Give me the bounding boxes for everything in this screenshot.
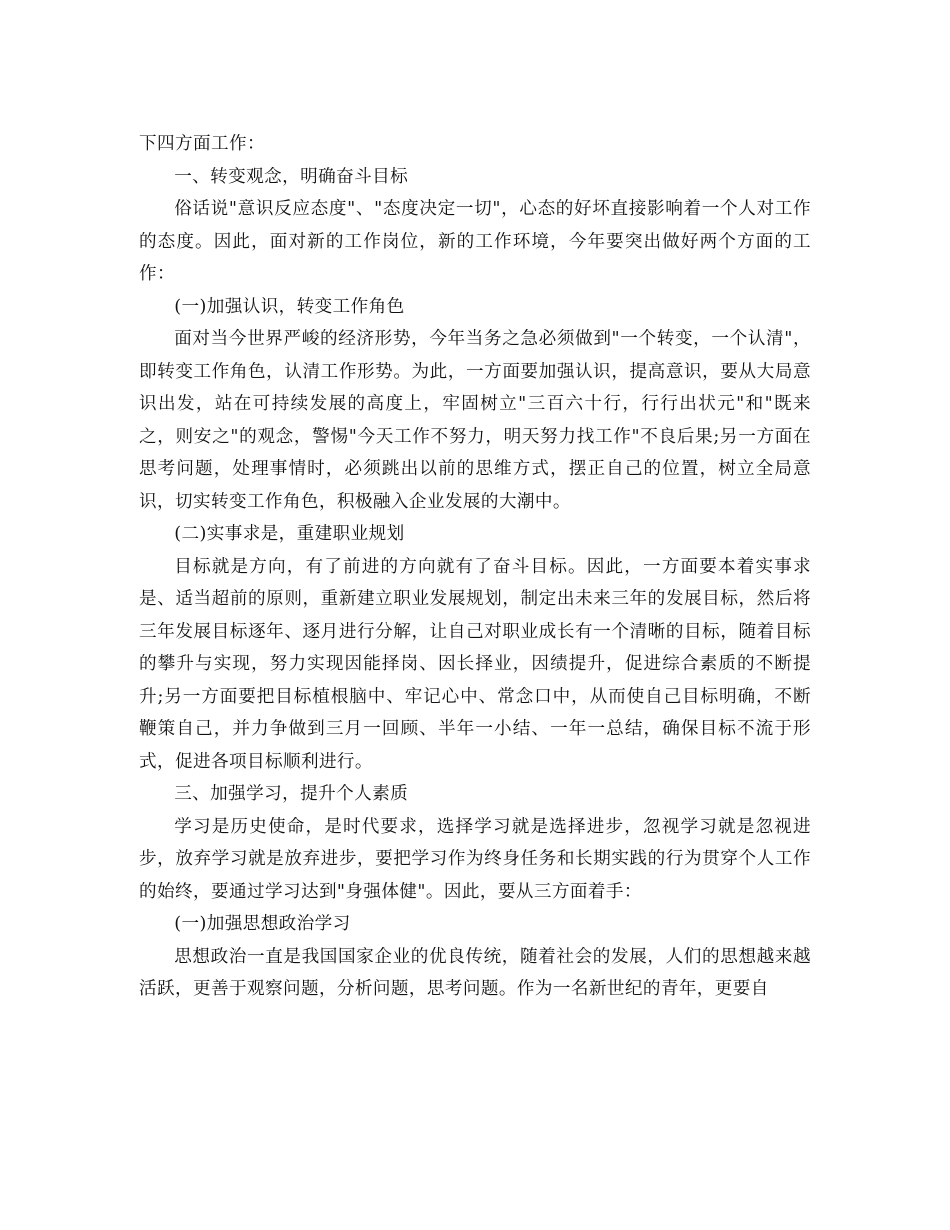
- paragraph: 面对当今世界严峻的经济形势，今年当务之急必须做到"一个转变，一个认清"，即转变工作角色，认清工作形势。为此，一方面要加强认识，提高意识，要从大局意识出发，站在可持续发展的高度上，牢固树立"三百六十行，行行出状元"和"既来之，则安之"的观念，警惕"今天工作不努力，明天努力找工作"不良后果;另一方面在思考问题，处理事情时，必须跳出以前的思维方式，摆正自己的位置，树立全局意识，切实转变工作角色，积极融入企业发展的大潮中。: [139, 329, 811, 512]
- subsection-heading-1-1: (一)加强认识，转变工作角色: [174, 296, 405, 317]
- section-heading-3: 三、加强学习，提升个人素质: [174, 784, 409, 804]
- document-body: [139, 128, 811, 1006]
- subsection-heading-1-2: (二)实事求是，重建职业规划: [174, 524, 405, 544]
- paragraph-intro: 下四方面工作：: [139, 134, 265, 154]
- paragraph: 目标就是方向，有了前进的方向就有了奋斗目标。因此，一方面要本着实事求是、适当超前的原则，重新建立职业发展规划，制定出未来三年的发展目标，然后将三年发展目标逐年、逐月进行分解，让自己对职业成长有一个清晰的目标，随着目标的攀升与实现，努力实现因能择岗、因长择业，因绩提升，促进综合素质的不断提升;另一方面要把目标植根脑中、牢记心中、常念口中，从而使自己目标明确，不断鞭策自己，并力争做到三月一回顾、半年一小结、一年一总结，确保目标不流于形式，促进各项目标顺利进行。: [139, 556, 811, 772]
- paragraph: 思想政治一直是我国国家企业的优良传统，随着社会的发展，人们的思想越来越活跃，更善于观察问题，分析问题，思考问题。作为一名新世纪的青年，更要自: [139, 946, 811, 999]
- section-heading-1: 一、转变观念，明确奋斗目标: [174, 166, 409, 187]
- subsection-heading-3-1: (一)加强思想政治学习: [174, 914, 351, 934]
- paragraph: 学习是历史使命，是时代要求，选择学习就是选择进步，忽视学习就是忽视进步，放弃学习就是放弃进步，要把学习作为终身任务和长期实践的行为贯穿个人工作的始终，要通过学习达到"身强体健"。因此，要从三方面着手：: [139, 816, 811, 902]
- paragraph: 俗话说"意识反应态度"、"态度决定一切"，心态的好坏直接影响着一个人对工作的态度。因此，面对新的工作岗位，新的工作环境，今年要突出做好两个方面的工作：: [139, 199, 811, 284]
